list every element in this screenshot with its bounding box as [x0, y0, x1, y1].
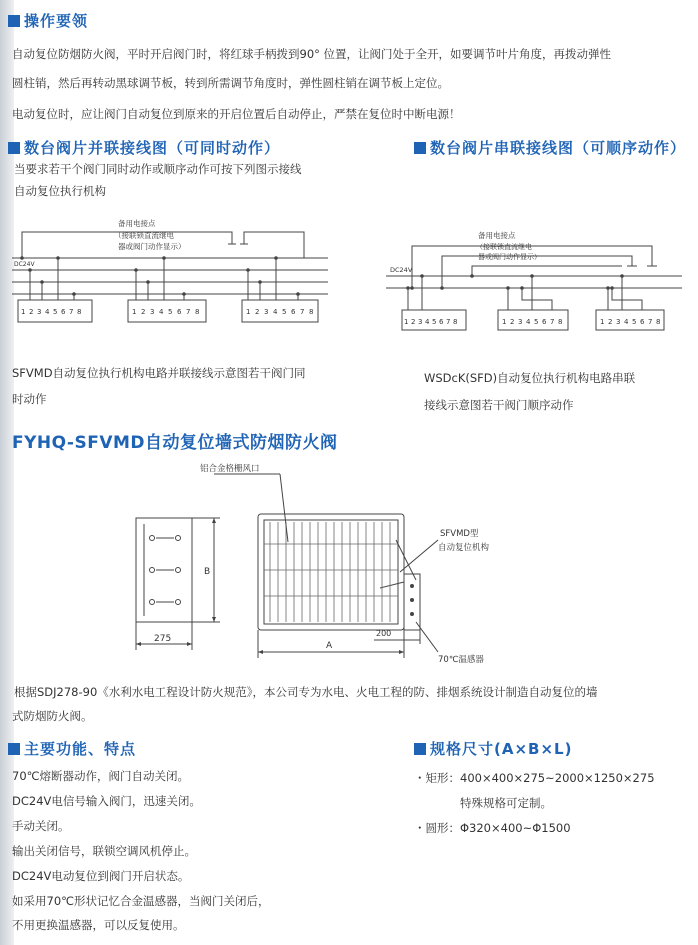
- feature-item: 手动关闭。: [12, 819, 70, 833]
- spec-rect-label: ・矩形：: [414, 771, 460, 785]
- side-view: [136, 518, 220, 650]
- parallel-terminal: 6: [291, 308, 296, 316]
- spec-rect: [414, 770, 655, 786]
- parallel-terminal: 4: [159, 308, 164, 316]
- heading-bullet-icon: [8, 15, 20, 27]
- series-terminal: 4: [624, 318, 629, 326]
- series-terminal: 1: [404, 318, 409, 326]
- series-terminal: 5: [534, 318, 539, 326]
- series-terminal: 7: [550, 318, 555, 326]
- series-terminal: 6: [542, 318, 547, 326]
- product-title: FYHQ-SFVMD自动复位墙式防烟防火阀: [12, 433, 338, 453]
- parallel-terminal: 7: [69, 308, 74, 316]
- heading-bullet-icon: [8, 142, 20, 154]
- parallel-heading: 数台阀片并联接线图（可同时动作）: [8, 137, 280, 158]
- series-voltage-label: DC24V: [390, 266, 413, 274]
- series-terminal: 4: [526, 318, 531, 326]
- parallel-caption-2: 时动作: [12, 392, 47, 406]
- series-note-1: 备用电接点: [478, 231, 516, 240]
- product-drawing: [120, 462, 520, 674]
- series-terminal: 5: [432, 318, 437, 326]
- heading-bullet-icon: [8, 743, 20, 755]
- parallel-terminal: 2: [141, 308, 146, 316]
- series-terminal: 6: [439, 318, 444, 326]
- parallel-terminal: 8: [77, 308, 82, 316]
- spec-special: 特殊规格可定制。: [460, 796, 552, 810]
- parallel-terminal: 8: [195, 308, 200, 316]
- product-desc-2: 式防烟防火阀。: [12, 709, 93, 723]
- series-wiring-diagram: [382, 226, 692, 356]
- parallel-note-3: 器或阀门动作显示）: [118, 242, 186, 251]
- feature-item: 不用更换温感器，可以反复使用。: [12, 918, 185, 932]
- parallel-terminal: 8: [309, 308, 314, 316]
- spec-round-label: ・圆形：: [414, 821, 460, 835]
- heading-bullet-icon: [414, 142, 426, 154]
- parallel-note-1: 备用电接点: [118, 219, 156, 228]
- ops-heading: 操作要领: [8, 10, 88, 31]
- grille-slats: [264, 522, 398, 622]
- heading-bullet-icon: [414, 743, 426, 755]
- series-terminal: 7: [446, 318, 451, 326]
- parallel-intro-2: 自动复位执行机构: [14, 184, 106, 198]
- parallel-terminal: 2: [29, 308, 34, 316]
- feature-item: 如采用70℃形状记忆合金温感器，当阀门关闭后，: [12, 894, 270, 908]
- parallel-note-2: （接联锁直流继电: [114, 231, 174, 240]
- parallel-terminal: 2: [255, 308, 260, 316]
- feature-item: DC24V电信号输入阀门，迅速关闭。: [12, 794, 201, 808]
- spec-round: [414, 820, 571, 836]
- series-terminal: 2: [510, 318, 515, 326]
- parallel-terminal: 3: [37, 308, 42, 316]
- series-note-2: （接联锁直流继电: [476, 243, 532, 251]
- feature-item: DC24V电动复位到阀门开启状态。: [12, 869, 190, 883]
- series-terminal: 7: [648, 318, 653, 326]
- feature-item: 输出关闭信号，联锁空调风机停止。: [12, 844, 196, 858]
- parallel-terminal: 4: [45, 308, 50, 316]
- feature-item: 70℃熔断器动作，阀门自动关闭。: [12, 769, 190, 783]
- series-terminal: 8: [558, 318, 563, 326]
- series-note-3: 器或阀门动作显示）: [478, 253, 541, 261]
- parallel-terminal: 7: [300, 308, 305, 316]
- model-label: SFVMD型: [440, 529, 479, 539]
- spec-round-value: Φ320×400~Φ1500: [460, 821, 571, 835]
- parallel-terminal: 4: [273, 308, 278, 316]
- series-terminal: 1: [600, 318, 605, 326]
- series-terminal: 3: [418, 318, 423, 326]
- parallel-voltage-label: DC24V: [14, 261, 35, 268]
- parallel-wiring-diagram: [8, 214, 338, 344]
- parallel-intro-1: 当要求若干个阀门同时动作或顺序动作可按下列图示接线: [14, 162, 302, 176]
- sensor-label: 70℃温感器: [438, 655, 484, 665]
- spec-rect-value: 400×400×275~2000×1250×275: [460, 771, 655, 785]
- parallel-terminal: 5: [282, 308, 287, 316]
- series-terminal: 8: [656, 318, 661, 326]
- ops-line-1: 自动复位防烟防火阀，平时开启阀门时，将红球手柄拨到90° 位置，让阀门处于全开，如要调节叶片角度，再拨动弹性: [12, 47, 612, 61]
- dim-200-label: 200: [376, 629, 392, 638]
- parallel-caption-1: SFVMD自动复位执行机构电路并联接线示意图若干阀门同: [12, 366, 306, 380]
- parallel-terminal: 7: [186, 308, 191, 316]
- series-terminal: 2: [411, 318, 416, 326]
- dim-depth-label: 275: [154, 634, 172, 644]
- series-terminal: 4: [425, 318, 430, 326]
- series-terminal: 3: [518, 318, 523, 326]
- parallel-terminal: 5: [53, 308, 58, 316]
- ops-line-3: 电动复位时，应让阀门自动复位到原来的开启位置后自动停止，严禁在复位时中断电源！: [12, 107, 461, 121]
- mechanism-label: 自动复位机构: [438, 543, 490, 553]
- series-terminal: 8: [453, 318, 458, 326]
- features-heading: 主要功能、特点: [8, 738, 136, 759]
- specs-heading: 规格尺寸(A×B×L): [414, 738, 572, 759]
- grille-front-view: [258, 514, 420, 630]
- parallel-terminal: 1: [132, 308, 137, 316]
- parallel-terminal: 3: [264, 308, 269, 316]
- series-terminal: 3: [616, 318, 621, 326]
- parallel-terminal: 1: [21, 308, 26, 316]
- dim-b-label: B: [204, 567, 211, 577]
- series-terminal: 6: [640, 318, 645, 326]
- series-caption-2: 接线示意图若干阀门顺序动作: [424, 398, 574, 412]
- grille-label: 铝合金格栅风口: [200, 464, 260, 474]
- ops-line-2: 圆柱销，然后再转动黑球调节板，转到所需调节角度时，弹性圆柱销在调节板上定位。: [12, 76, 449, 90]
- parallel-terminal: 6: [177, 308, 182, 316]
- series-terminal: 5: [632, 318, 637, 326]
- series-terminal: 2: [608, 318, 613, 326]
- parallel-terminal: 1: [246, 308, 251, 316]
- dim-a-label: A: [326, 641, 333, 651]
- series-caption-1: WSDcK(SFD)自动复位执行机构电路串联: [424, 371, 636, 385]
- series-heading: 数台阀片串联接线图（可顺序动作）: [414, 137, 686, 158]
- product-desc-1: 根据SDJ278-90《水利水电工程设计防火规范》，本公司专为水电、火电工程的防、排烟系统设计制造自动复位的墙: [14, 685, 598, 699]
- parallel-terminal: 3: [150, 308, 155, 316]
- series-terminal: 1: [502, 318, 507, 326]
- parallel-terminal: 5: [168, 308, 173, 316]
- parallel-terminal: 6: [61, 308, 66, 316]
